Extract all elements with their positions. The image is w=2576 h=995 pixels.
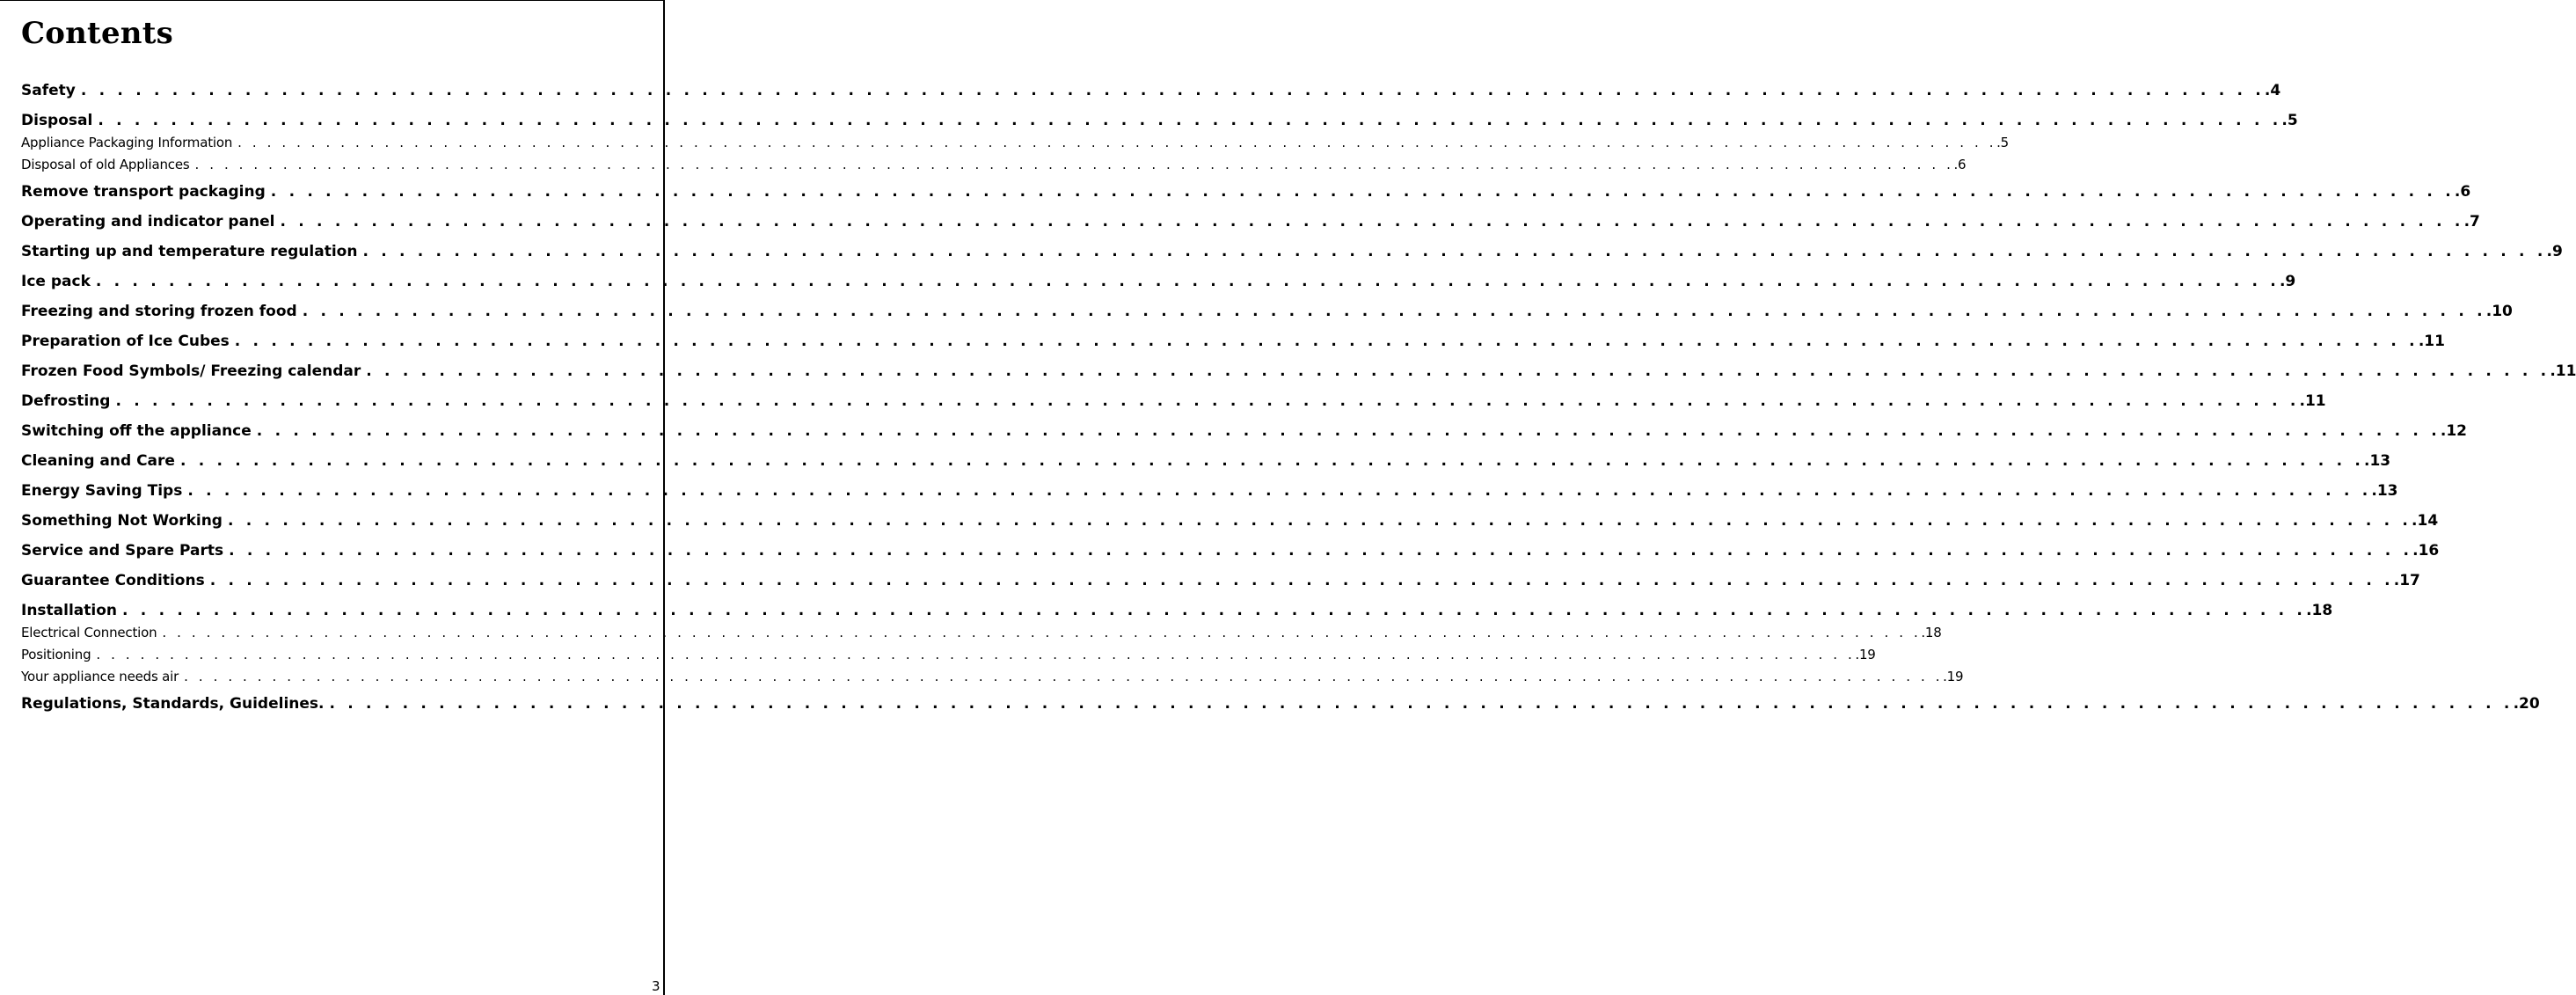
toc-leader-dots: . . . . . . . . . . . . . . . . . . . . . . . . . . . . . . . . . . . . . . . . . . . . . . . . . . . . . . . . . . . . . . . . . . . . . . . . . . . . . . . . . . . . . . . . . . . . . . . . . . . . . . . . . . . . . . . . . . . . . . . . [362, 243, 2547, 260]
toc-leader-dots: . . . . . . . . . . . . . . . . . . . . . . . . . . . . . . . . . . . . . . . . . . . . . . . . . . . . . . . . . . . . . . . . . . . . . . . . . . . . . . . . . . . . . . . . . . . . . . . . . . . . . . . . . . . . . . . . . . . . . . . . [194, 157, 1954, 172]
toc-entry-label: Starting up and temperature regulation [21, 243, 358, 260]
toc-entry-label: Freezing and storing frozen food [21, 303, 297, 320]
toc-entry-page: .6 [2454, 183, 2471, 201]
toc-leader-dots: . . . . . . . . . . . . . . . . . . . . . . . . . . . . . . . . . . . . . . . . . . . . . . . . . . . . . . . . . . . . . . . . . . . . . . . . . . . . . . . . . . . . . . . . . . . . . . . . . . . . . . . . . . . . . . . . . . . . . . . . [162, 625, 1922, 640]
toc-leader-dots: . . . . . . . . . . . . . . . . . . . . . . . . . . . . . . . . . . . . . . . . . . . . . . . . . . . . . . . . . . . . . . . . . . . . . . . . . . . . . . . . . . . . . . . . . . . . . . . . . . . . . . . . . . . . . . . . . . . . . . . . [80, 82, 2265, 99]
toc-entry-20[interactable] [21, 622, 1942, 644]
toc-entry-label: Installation [21, 602, 118, 619]
toc-entry-8[interactable] [21, 270, 2296, 300]
top-rule [0, 0, 663, 1]
table-of-contents [21, 79, 2576, 722]
toc-entry-19[interactable] [21, 599, 2333, 622]
toc-entry-16[interactable] [21, 509, 2439, 539]
toc-entry-label: Cleaning and Care [21, 452, 175, 470]
toc-entry-label: Safety [21, 82, 76, 99]
toc-entry-label: Your appliance needs air [21, 669, 179, 684]
toc-leader-dots: . . . . . . . . . . . . . . . . . . . . . . . . . . . . . . . . . . . . . . . . . . . . . . . . . . . . . . . . . . . . . . . . . . . . . . . . . . . . . . . . . . . . . . . . . . . . . . . . . . . . . . . . . . . . . . . . . . . . . . . . [280, 213, 2464, 230]
toc-entry-17[interactable] [21, 539, 2440, 569]
toc-entry-10[interactable] [21, 330, 2445, 360]
toc-entry-21[interactable] [21, 644, 1876, 666]
toc-entry-label: Preparation of Ice Cubes [21, 333, 230, 350]
toc-entry-page: .19 [1855, 647, 1876, 662]
toc-leader-dots: . . . . . . . . . . . . . . . . . . . . . . . . . . . . . . . . . . . . . . . . . . . . . . . . . . . . . . . . . . . . . . . . . . . . . . . . . . . . . . . . . . . . . . . . . . . . . . . . . . . . . . . . . . . . . . . . . . . . . . . . [209, 572, 2394, 589]
toc-entry-label: Frozen Food Symbols/ Freezing calendar [21, 362, 361, 380]
toc-leader-dots: . . . . . . . . . . . . . . . . . . . . . . . . . . . . . . . . . . . . . . . . . . . . . . . . . . . . . . . . . . . . . . . . . . . . . . . . . . . . . . . . . . . . . . . . . . . . . . . . . . . . . . . . . . . . . . . . . . . . . . . . [227, 512, 2412, 530]
toc-entry-label: Something Not Working [21, 512, 223, 530]
toc-entry-14[interactable] [21, 450, 2391, 479]
toc-entry-page: .18 [1921, 625, 1942, 640]
toc-entry-page: .7 [2463, 213, 2480, 230]
toc-entry-page: .6 [1953, 157, 1967, 172]
toc-entry-label: Electrical Connection [21, 625, 157, 640]
toc-entry-label: Appliance Packaging Information [21, 135, 233, 150]
toc-entry-page: .5 [1996, 135, 2010, 150]
toc-entry-page: .11 [2418, 333, 2445, 350]
toc-leader-dots: . . . . . . . . . . . . . . . . . . . . . . . . . . . . . . . . . . . . . . . . . . . . . . . . . . . . . . . . . . . . . . . . . . . . . . . . . . . . . . . . . . . . . . . . . . . . . . . . . . . . . . . . . . . . . . . . . . . . . . . . [270, 183, 2455, 201]
toc-leader-dots: . . . . . . . . . . . . . . . . . . . . . . . . . . . . . . . . . . . . . . . . . . . . . . . . . . . . . . . . . . . . . . . . . . . . . . . . . . . . . . . . . . . . . . . . . . . . . . . . . . . . . . . . . . . . . . . . . . . . . . . . [234, 333, 2419, 350]
toc-entry-page: .18 [2306, 602, 2333, 619]
toc-entry-label: Defrosting [21, 392, 111, 410]
toc-leader-dots: . . . . . . . . . . . . . . . . . . . . . . . . . . . . . . . . . . . . . . . . . . . . . . . . . . . . . . . . . . . . . . . . . . . . . . . . . . . . . . . . . . . . . . . . . . . . . . . . . . . . . . . . . . . . . . . . . . . . . . . . [366, 362, 2550, 380]
toc-entry-page: .13 [2371, 482, 2398, 500]
toc-entry-9[interactable] [21, 300, 2513, 330]
toc-entry-page: .16 [2412, 542, 2440, 560]
toc-entry-label: Remove transport packaging [21, 183, 266, 201]
toc-leader-dots: . . . . . . . . . . . . . . . . . . . . . . . . . . . . . . . . . . . . . . . . . . . . . . . . . . . . . . . . . . . . . . . . . . . . . . . . . . . . . . . . . . . . . . . . . . . . . . . . . . . . . . . . . . . . . . . . . . . . . . . . [96, 647, 1856, 662]
toc-entry-label: Disposal [21, 112, 93, 129]
toc-leader-dots: . . . . . . . . . . . . . . . . . . . . . . . . . . . . . . . . . . . . . . . . . . . . . . . . . . . . . . . . . . . . . . . . . . . . . . . . . . . . . . . . . . . . . . . . . . . . . . . . . . . . . . . . . . . . . . . . . . . . . . . . [122, 602, 2307, 619]
toc-entry-page: .10 [2485, 303, 2513, 320]
toc-entry-page: .9 [2279, 273, 2296, 290]
toc-entry-page: .14 [2412, 512, 2439, 530]
toc-entry-label: Energy Saving Tips [21, 482, 183, 500]
toc-entry-label: Disposal of old Appliances [21, 157, 190, 172]
toc-entry-label: Regulations, Standards, Guidelines. [21, 695, 325, 713]
toc-leader-dots: . . . . . . . . . . . . . . . . . . . . . . . . . . . . . . . . . . . . . . . . . . . . . . . . . . . . . . . . . . . . . . . . . . . . . . . . . . . . . . . . . . . . . . . . . . . . . . . . . . . . . . . . . . . . . . . . . . . . . . . . [179, 452, 2365, 470]
toc-leader-dots: . . . . . . . . . . . . . . . . . . . . . . . . . . . . . . . . . . . . . . . . . . . . . . . . . . . . . . . . . . . . . . . . . . . . . . . . . . . . . . . . . . . . . . . . . . . . . . . . . . . . . . . . . . . . . . . . . . . . . . . . [302, 303, 2486, 320]
toc-entry-12[interactable] [21, 390, 2326, 420]
toc-entry-7[interactable] [21, 240, 2563, 270]
toc-leader-dots: . . . . . . . . . . . . . . . . . . . . . . . . . . . . . . . . . . . . . . . . . . . . . . . . . . . . . . . . . . . . . . . . . . . . . . . . . . . . . . . . . . . . . . . . . . . . . . . . . . . . . . . . . . . . . . . . . . . . . . . . [237, 135, 1997, 150]
toc-leader-dots: . . . . . . . . . . . . . . . . . . . . . . . . . . . . . . . . . . . . . . . . . . . . . . . . . . . . . . . . . . . . . . . . . . . . . . . . . . . . . . . . . . . . . . . . . . . . . . . . . . . . . . . . . . . . . . . . . . . . . . . . [95, 273, 2280, 290]
toc-entry-label: Guarantee Conditions [21, 572, 205, 589]
toc-entry-3[interactable] [21, 132, 2010, 154]
toc-entry-1[interactable] [21, 79, 2281, 109]
toc-entry-label: Operating and indicator panel [21, 213, 275, 230]
toc-entry-page: .13 [2364, 452, 2391, 470]
toc-leader-dots: . . . . . . . . . . . . . . . . . . . . . . . . . . . . . . . . . . . . . . . . . . . . . . . . . . . . . . . . . . . . . . . . . . . . . . . . . . . . . . . . . . . . . . . . . . . . . . . . . . . . . . . . . . . . . . . . . . . . . . . . [115, 392, 2300, 410]
toc-entry-18[interactable] [21, 569, 2420, 599]
toc-entry-page: .11 [2299, 392, 2326, 410]
toc-entry-page: .12 [2440, 422, 2467, 440]
toc-entry-page: .11 [2550, 362, 2576, 380]
toc-leader-dots: . . . . . . . . . . . . . . . . . . . . . . . . . . . . . . . . . . . . . . . . . . . . . . . . . . . . . . . . . . . . . . . . . . . . . . . . . . . . . . . . . . . . . . . . . . . . . . . . . . . . . . . . . . . . . . . . . . . . . . . . [187, 482, 2372, 500]
toc-entry-5[interactable] [21, 180, 2471, 210]
toc-entry-15[interactable] [21, 479, 2398, 509]
toc-entry-page: .19 [1943, 669, 1964, 684]
toc-entry-page: .9 [2546, 243, 2563, 260]
toc-entry-label: Service and Spare Parts [21, 542, 224, 560]
toc-leader-dots: . . . . . . . . . . . . . . . . . . . . . . . . . . . . . . . . . . . . . . . . . . . . . . . . . . . . . . . . . . . . . . . . . . . . . . . . . . . . . . . . . . . . . . . . . . . . . . . . . . . . . . . . . . . . . . . . . . . . . . . . [329, 695, 2514, 713]
toc-entry-page: .5 [2281, 112, 2298, 129]
toc-entry-13[interactable] [21, 420, 2467, 450]
toc-entry-11[interactable] [21, 360, 2576, 390]
toc-entry-label: Ice pack [21, 273, 91, 290]
page-title: Contents [21, 16, 173, 51]
page-number: 3 [652, 978, 660, 994]
toc-leader-dots: . . . . . . . . . . . . . . . . . . . . . . . . . . . . . . . . . . . . . . . . . . . . . . . . . . . . . . . . . . . . . . . . . . . . . . . . . . . . . . . . . . . . . . . . . . . . . . . . . . . . . . . . . . . . . . . . . . . . . . . . [256, 422, 2441, 440]
toc-entry-label: Positioning [21, 647, 91, 662]
toc-leader-dots: . . . . . . . . . . . . . . . . . . . . . . . . . . . . . . . . . . . . . . . . . . . . . . . . . . . . . . . . . . . . . . . . . . . . . . . . . . . . . . . . . . . . . . . . . . . . . . . . . . . . . . . . . . . . . . . . . . . . . . . . [98, 112, 2282, 129]
toc-entry-label: Switching off the appliance [21, 422, 252, 440]
toc-leader-dots: . . . . . . . . . . . . . . . . . . . . . . . . . . . . . . . . . . . . . . . . . . . . . . . . . . . . . . . . . . . . . . . . . . . . . . . . . . . . . . . . . . . . . . . . . . . . . . . . . . . . . . . . . . . . . . . . . . . . . . . . [229, 542, 2413, 560]
toc-entry-23[interactable] [21, 692, 2540, 722]
toc-entry-page: .20 [2513, 695, 2540, 713]
toc-entry-6[interactable] [21, 210, 2480, 240]
toc-entry-page: .4 [2264, 82, 2281, 99]
toc-entry-2[interactable] [21, 109, 2298, 132]
toc-entry-4[interactable] [21, 154, 1967, 180]
toc-leader-dots: . . . . . . . . . . . . . . . . . . . . . . . . . . . . . . . . . . . . . . . . . . . . . . . . . . . . . . . . . . . . . . . . . . . . . . . . . . . . . . . . . . . . . . . . . . . . . . . . . . . . . . . . . . . . . . . . . . . . . . . . [184, 669, 1944, 684]
toc-entry-page: .17 [2393, 572, 2420, 589]
toc-entry-22[interactable] [21, 666, 1964, 692]
